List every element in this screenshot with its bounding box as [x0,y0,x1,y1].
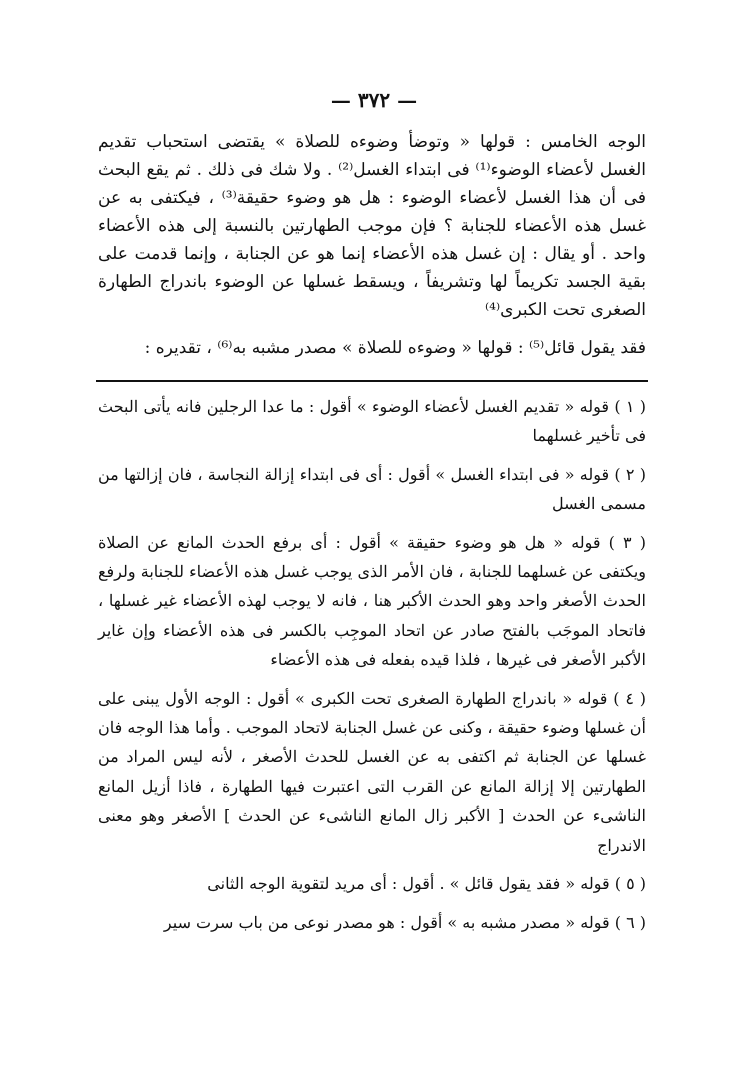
footnote: ( ٢ ) قوله « فى ابتداء الغسل » أقول : أى فى ابتداء إزالة النجاسة ، فان إزالتها من مسمى الغسل [98,464,647,514]
footnote: ( ٤ ) قوله « باندراج الطهارة الصغرى تحت الكبرى » أقول : الوجه الأول يبنى على أن غسلها وضوء حقيقة ، وكنى عن غسل الجنابة لاتحاد الموجب . وأما هذا الوجه فان غسلها عن الجنابة ثم اكتفى به عن الغسل للحدث الأصغر ، لأنه ليس المراد من الطهارتين إلا إزالة المانع عن القرب التى اعتبرت فيها الطهارة ، فاذا أزيل المانع الناشىء عن الحدث [ الأكبر زال المانع الناشىء عن الحدث ] الأصغر وهو معنى الاندراج [98,688,647,855]
footnote: ( ٣ ) قوله « هل هو وضوء حقيقة » أقول : أى برفع الحدث المانع عن الصلاة ويكتفى عن غسلهما للجنابة ، فان الأمر الذى يوجب غسل هذه الأعضاء للجنابة ولرفع الحدث الأصغر واحد وهو الحدث الأكبر هنا ، فانه لا يوجب لهذه الأعضاء غير غسلها ، فاتحاد الموجَب بالفتح صادر عن اتحاد الموجِب بالكسر فى هذه الأعضاء وإن غاير الأكبر الأصغر فى غيرها ، فلذا قيده بفعله فى هذه الأعضاء [98,532,646,670]
main-text [98,128,646,362]
main-paragraph: الوجه الخامس : قولها « وتوضأ وضوءه للصلاة » يقتضى استحباب تقديم الغسل لأعضاء الوضوء⁽¹⁾ فى ابتداء الغسل⁽²⁾ . ولا شك فى ذلك . ثم يقع البحث فى أن هذا الغسل لأعضاء الوضوء : هل هو وضوء حقيقة⁽³⁾ ، فيكتفى به عن غسل هذه الأعضاء للجنابة ؟ فإن موجب الطهارتين بالنسبة إلى هذه الأعضاء واحد . أو يقال : إن غسل هذه الأعضاء إنما هو عن الجنابة ، وإنما قدمت على بقية الجسد تكريماً لها وتشريفاً ، ويسقط غسلها عن الوضوء باندراج الطهارة الصغرى تحت الكبرى⁽⁴⁾ [98,132,647,320]
footnote: ( ٦ ) قوله « مصدر مشبه به » أقول : هو مصدر نوعى من باب سرت سير [163,912,646,932]
footnote: ( ٥ ) قوله « فقد يقول قائل » . أقول : أى مريد لتقوية الوجه الثانى [207,874,646,894]
footnotes [98,392,646,946]
main-paragraph: فقد يقول قائل⁽⁵⁾ : قولها « وضوءه للصلاة » مصدر مشبه به⁽⁶⁾ ، تقديره : [144,338,646,358]
page-number: — ٣٧٢ — [330,88,418,112]
footnote-divider [96,380,648,382]
footnote: ( ١ ) قوله « تقديم الغسل لأعضاء الوضوء » أقول : ما عدا الرجلين فانه يأتى البحث فى تأخير غسلهما [98,397,646,446]
